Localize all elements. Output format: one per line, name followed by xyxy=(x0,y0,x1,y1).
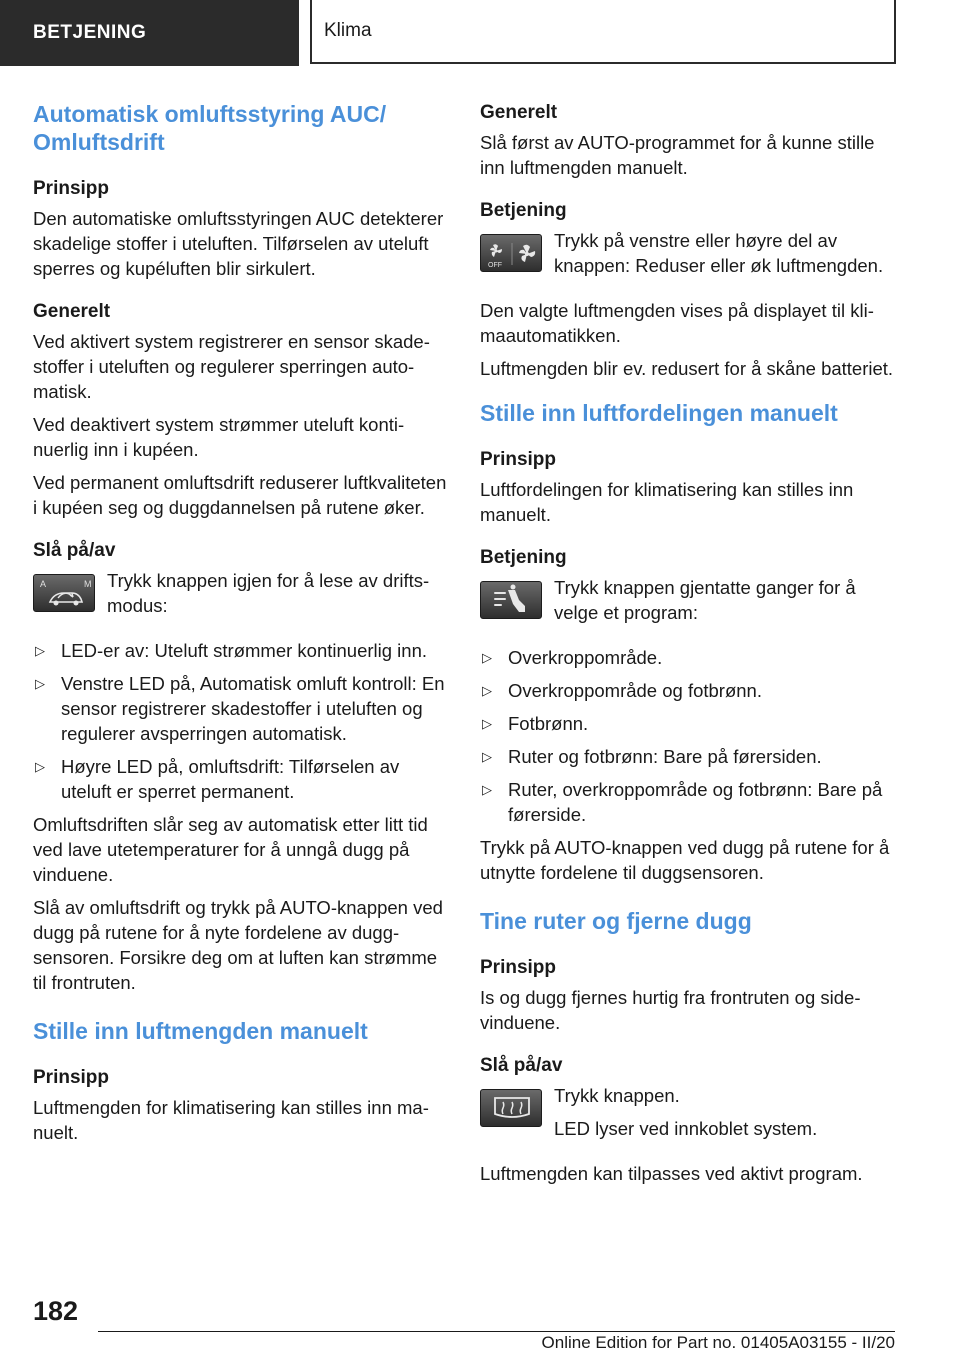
tine-prinsipp xyxy=(480,955,900,1035)
list-item-text: Ruter, overkroppområde og fotbrønn: Bare på førerside. xyxy=(508,779,883,825)
luftmengde-generelt-heading: Generelt xyxy=(480,102,558,123)
top-bar xyxy=(0,0,960,66)
list-item xyxy=(33,754,448,804)
auc-generelt-heading: Generelt xyxy=(33,301,111,322)
luftmengde-title: Stille inn luftmengden manuelt xyxy=(33,1018,368,1044)
auc-title: Automatisk omluftsstyring AUC/ Omluftsdrift xyxy=(33,101,387,155)
luftmengde-prinsipp xyxy=(33,1065,448,1145)
luftmengde-betjening-heading: Betjening xyxy=(480,200,567,221)
luftfordeling-title: Stille inn luftfordelingen manuelt xyxy=(480,400,838,426)
tine-title: Tine ruter og fjerne dugg xyxy=(480,908,752,934)
luftmengde-prinsipp-heading: Prinsipp xyxy=(33,1067,110,1088)
list-item xyxy=(33,671,448,746)
triangle-bullet-icon: ▷ xyxy=(482,782,492,797)
auc-generelt-p1: Ved aktivert system registrerer en sensor skadestoffer i uteluften og regulerer sperringen automatisk. xyxy=(33,331,430,402)
triangle-bullet-icon: ▷ xyxy=(35,759,45,774)
list-item-text: Overkroppområde og fotbrønn. xyxy=(508,680,762,701)
list-item-text: LED-er av: Uteluft strømmer kontinuerlig inn. xyxy=(61,640,428,661)
list-item-text: Fotbrønn. xyxy=(508,713,589,734)
tine-prinsipp-heading: Prinsipp xyxy=(480,957,557,978)
defrost-icon-text-2: LED lyser ved innkoblet system. xyxy=(554,1118,818,1139)
luftmengde-betjening-p2: Luftmengden blir ev. redusert for å skåne batteriet. xyxy=(480,358,894,379)
defrost-icon-row xyxy=(480,1083,900,1149)
auc-label-m: M xyxy=(84,579,92,589)
luftfordeling-after: Trykk på AUTO-knappen ved dugg på rutene for å utnytte fordelene til duggsensoren. xyxy=(480,837,890,883)
airflow-icon-row xyxy=(480,575,900,633)
footer-edition: Online Edition for Part no. 01405A03155 - II/20 xyxy=(541,1333,895,1352)
luftfordeling-prinsipp-text: Luftfordelingen for klimatisering kan stilles inn manuelt. xyxy=(480,479,854,525)
list-item-text: Høyre LED på, omluftsdrift: Tilførselen av uteluft er sperret permanent. xyxy=(61,756,400,802)
luftfordeling-betjening xyxy=(480,545,900,885)
luftmengde-betjening-p1: Den valgte luftmengden vises på displayet til klimaautomatikken. xyxy=(480,300,874,346)
luftmengde-betjening xyxy=(480,198,900,381)
list-item xyxy=(480,678,900,703)
air-distribution-button-icon xyxy=(480,581,542,619)
tine-slaa xyxy=(480,1053,900,1186)
luftfordeling-betjening-heading: Betjening xyxy=(480,547,567,568)
auc-slaa-heading: Slå på/av xyxy=(33,540,116,561)
fan-icon-text: Trykk på venstre eller høyre del av knappen: Reduser eller øk luftmengden. xyxy=(554,230,884,276)
auc-bullet-list xyxy=(33,638,448,804)
luftfordeling-prinsipp xyxy=(480,447,900,527)
auc-slaa xyxy=(33,538,448,995)
auc-label-a: A xyxy=(40,579,47,589)
luftfordeling-prinsipp-heading: Prinsipp xyxy=(480,449,557,470)
auc-prinsipp-heading: Prinsipp xyxy=(33,178,110,199)
section-tab: BETJENING xyxy=(0,0,299,66)
list-item xyxy=(480,744,900,769)
luftmengde-generelt xyxy=(480,100,900,180)
triangle-bullet-icon: ▷ xyxy=(35,643,45,658)
triangle-bullet-icon: ▷ xyxy=(35,676,45,691)
auc-prinsipp xyxy=(33,176,448,281)
list-item xyxy=(480,645,900,670)
page-number: 182 xyxy=(33,1296,79,1326)
left-column xyxy=(33,100,448,1163)
auc-after-p2: Slå av omluftsdrift og trykk på AUTO-knappen ved dugg på rutene for å nyte fordelene av duggsensoren. Forsikre deg om at luften kan strømme til frontruten. xyxy=(33,897,443,993)
right-column xyxy=(480,100,900,1194)
list-item xyxy=(480,711,900,736)
triangle-bullet-icon: ▷ xyxy=(482,650,492,665)
auc-generelt-p2: Ved deaktivert system strømmer uteluft kontinuerlig inn i kupéen. xyxy=(33,414,405,460)
tine-prinsipp-text: Is og dugg fjernes hurtig fra frontruten og sidevinduene. xyxy=(480,987,861,1033)
triangle-bullet-icon: ▷ xyxy=(482,749,492,764)
auc-generelt-p3: Ved permanent omluftsdrift reduserer luftkvaliteten i kupéen seg og duggdannelsen på rutene øker. xyxy=(33,472,447,518)
airflow-icon-text: Trykk knappen gjentatte ganger for å velge et program: xyxy=(554,577,856,623)
rear-defrost-button-icon xyxy=(480,1089,542,1127)
auc-prinsipp-text: Den automatiske omluftsstyringen AUC detekterer skadelige stoffer i uteluften. Tilførselen av uteluft sperres og kupéluften blir sirkulert. xyxy=(33,208,444,279)
auc-generelt xyxy=(33,299,448,520)
recirculation-button-icon xyxy=(33,574,95,612)
auc-after-p1: Omluftsdriften slår seg av automatisk etter litt tid ved lave utetemperaturer for å unngå dugg på vinduene. xyxy=(33,814,428,885)
fan-speed-button-icon xyxy=(480,234,542,272)
triangle-bullet-icon: ▷ xyxy=(482,716,492,731)
list-item-text: Overkroppområde. xyxy=(508,647,663,668)
list-item-text: Venstre LED på, Automatisk omluft kontroll: En sensor registrerer skadestoffer i uteluften og regulerer avsperringen automatisk. xyxy=(61,673,445,744)
tine-slaa-heading: Slå på/av xyxy=(480,1055,563,1076)
list-item-text: Ruter og fotbrønn: Bare på førersiden. xyxy=(508,746,822,767)
airflow-bullet-list xyxy=(480,645,900,827)
triangle-bullet-icon: ▷ xyxy=(482,683,492,698)
luftmengde-generelt-text: Slå først av AUTO-programmet for å kunne stille inn luftmengden manuelt. xyxy=(480,132,875,178)
defrost-icon-text xyxy=(554,1083,900,1149)
tine-after: Luftmengden kan tilpasses ved aktivt program. xyxy=(480,1163,863,1184)
auc-icon-text: Trykk knappen igjen for å lese av driftsmodus: xyxy=(107,570,430,616)
chapter-tab: Klima xyxy=(310,0,896,64)
auc-icon-row xyxy=(33,568,448,626)
footer-divider xyxy=(98,1331,895,1332)
luftmengde-prinsipp-text: Luftmengden for klimatisering kan stilles inn manuelt. xyxy=(33,1097,429,1143)
list-item xyxy=(480,777,900,827)
list-item xyxy=(33,638,448,663)
fan-icon-row xyxy=(480,228,900,286)
defrost-icon-text-1: Trykk knappen. xyxy=(554,1085,680,1106)
fan-label-off: OFF xyxy=(488,262,502,269)
